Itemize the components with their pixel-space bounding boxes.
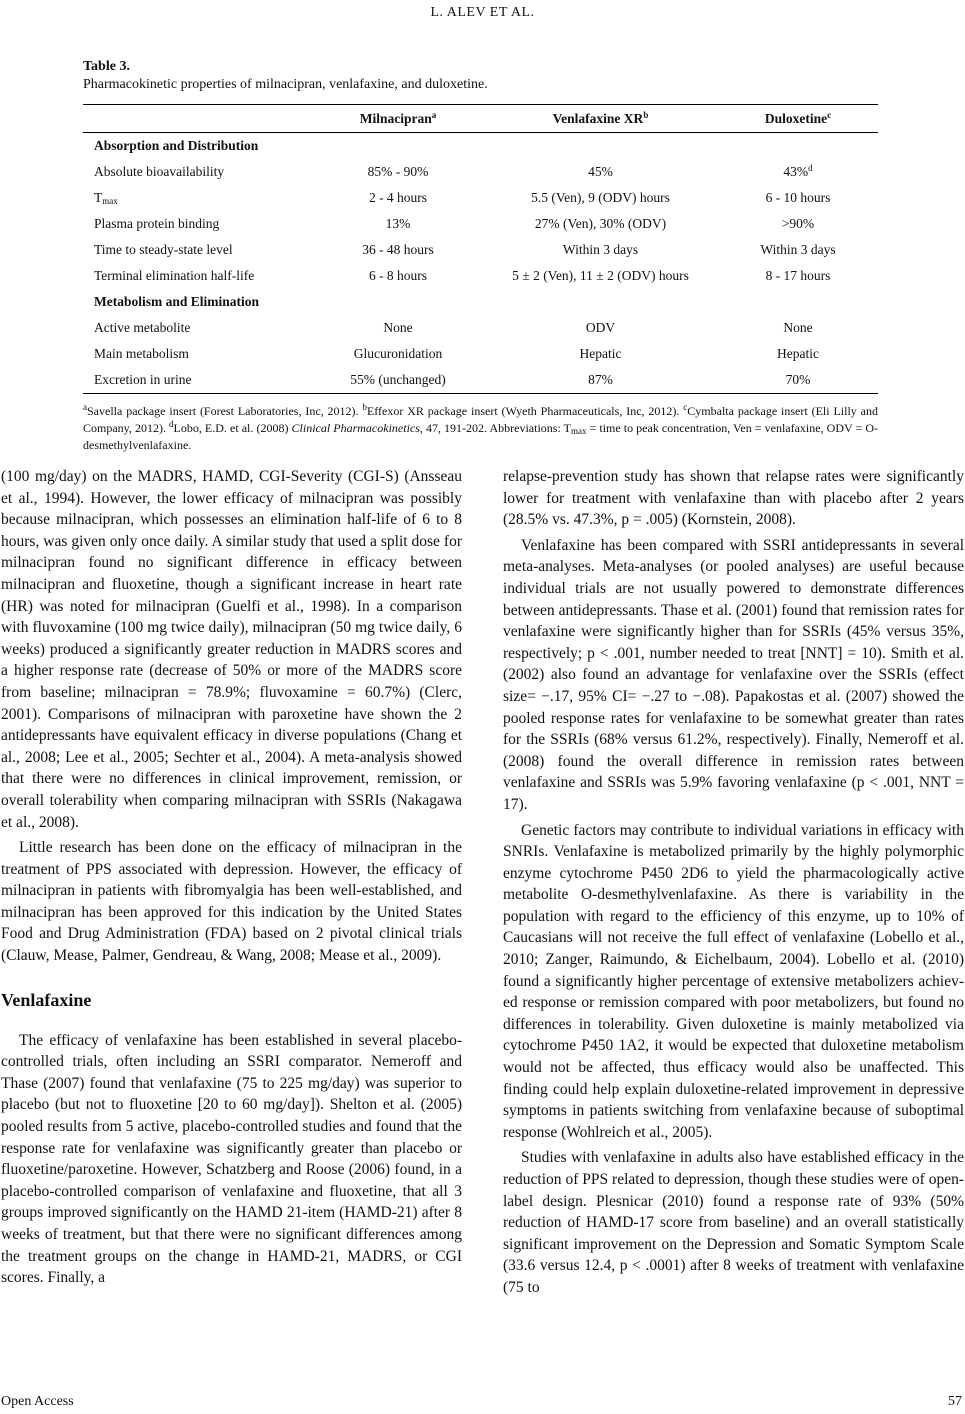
table-caption: [83, 58, 488, 94]
table-number: Table 3.: [83, 59, 130, 74]
row-label: Terminal elimination half-life: [94, 268, 255, 283]
cell-milnacipran: 85% - 90%: [367, 164, 429, 179]
running-head: L. ALEV ET AL.: [430, 5, 535, 20]
row-label: Time to steady-state level: [94, 242, 233, 257]
cell-duloxetine: Hepatic: [777, 346, 819, 361]
cell-milnacipran: 55% (unchanged): [313, 367, 483, 394]
cell-duloxetine: None: [783, 320, 813, 335]
header-duloxetine: Duloxetine$^c$: [718, 105, 878, 133]
cell-duloxetine: 6 - 10 hours: [765, 190, 831, 205]
paragraph: relapse-prevention study has shown that relapse rates were significantly lower for treatment with venlafaxine than with placebo after 2 years (28.5% vs. 47.3%, p = .005) (Kornstein, 2008).: [503, 468, 964, 529]
right-column: [503, 466, 964, 1299]
table-title: Pharmacokinetic properties of milnacipran, venlafaxine, and duloxetine.: [83, 77, 488, 92]
row-label: Absolute bioavailability: [94, 164, 225, 179]
table-footnote: $^a$Savella package insert (Forest Laboratories, Inc, 2012). $^b$Effexor XR package insert (Wyeth Pharmaceuticals, Inc, 2012). $^c$Cymbalta package insert (Eli Lilly and Company, 2012). $^d$Lobo, E.D. et al. (2008) Clinical Pharmacokinetics, 47, 191-202. Abbreviations: $T_{max}$ = time to peak concentration, Ven = venlafaxine, ODV = O-desmethylvenlafaxine.: [83, 402, 879, 452]
table-row: [83, 315, 878, 341]
table-row: [83, 237, 878, 263]
table-row: [83, 263, 878, 289]
row-label: Main metabolism: [94, 346, 189, 361]
header-milnacipran: Milnacipran$^a$: [313, 105, 483, 133]
cell-venlafaxine: Within 3 days: [562, 242, 639, 257]
cell-venlafaxine: ODV: [585, 320, 616, 335]
row-label: Excretion in urine: [83, 367, 313, 394]
cell-duloxetine: >90%: [781, 216, 815, 231]
footer-open-access: Open Access: [1, 1394, 74, 1409]
table-row: [83, 367, 878, 394]
page-number: 57: [948, 1394, 962, 1409]
table-row: [83, 211, 878, 237]
cell-venlafaxine: 5 ± 2 (Ven), 11 ± 2 (ODV) hours: [512, 268, 689, 283]
cell-duloxetine: 8 - 17 hours: [765, 268, 831, 283]
cell-duloxetine: 43%$^d$: [783, 163, 813, 179]
header-venlafaxine: Venlafaxine $XR^b$: [483, 105, 718, 133]
cell-milnacipran: 2 - 4 hours: [368, 190, 428, 205]
cell-duloxetine: Within 3 days: [760, 242, 836, 257]
cell-milnacipran: 6 - 8 hours: [368, 268, 428, 283]
row-label: Plasma protein binding: [94, 216, 220, 231]
cell-milnacipran: Glucuronidation: [353, 346, 443, 361]
cell-venlafaxine: Hepatic: [579, 346, 622, 361]
table-row: [83, 185, 878, 211]
cell-milnacipran: None: [383, 320, 413, 335]
paragraph: Studies with venlafaxine in adults also have established efficacy in the reduction of PPS related to depression, though these studies were of open-label design. Plesnicar (2010) found a response rate of 93% (50% reduction of HAMD-17 score from baseline) and an overall statistically significant improvement on the Depression and Somatic Symptom Scale (33.6 versus 12.4, p < .0001) after 8 weeks of treatment with venlafaxine (75 to: [503, 1149, 964, 1296]
paragraph: (100 mg/day) on the MADRS, HAMD, CGI-Severity (CGI-S) (Ansseau et al., 1994). However, the lower efficacy of milnacipran was possibly because milnacipran, which possesses an elimination half-life of 6 to 8 hours, was given only once daily. A similar study that used a split dose for milnacipran found no significant difference in efficacy between milnacipran and fluoxetine, though a significant increase in heart rate (HR) was noted for milnacipran (Guelfi et al., 1998). In a comparison with fluvoxamine (100 mg twice daily), milnacipran (50 mg twice daily, 6 weeks) produced a significantly greater reduction in MADRS scores and a higher response rate (decrease of 50% or more of the MADRS score from baseline; milnacipran = 78.9%; fluvoxamine = 60.7%) (Clerc, 2001). Comparisons of milnacipran with paroxetine have shown the 2 antidepressants have equivalent efficacy in diverse populations (Chang et al., 2008; Lee et al., 2005; Sechter et al., 2004). A meta-analysis showed that there were no differences in clinical improvement, remission, or overall tolerability when comparing milnacipran with SSRIs (Nakagawa et al., 2008).: [1, 468, 462, 831]
paragraph: Genetic factors may contribute to individual variations in efficacy with SNRIs. Venlafaxine is metabolized primarily by the highly polymorphic enzyme cytochrome P450 2D6 to yield the pharmacologically active metabolite O-desmethylvenlafaxine. As there is variability in the population with regard to the efficiency of this enzyme, up to 10% of Caucasians will not receive the full effect of venlafaxine (Lobello et al., 2010; Zanger, Raimundo, & Eichelbaum, 2004). Lobello et al. (2010) found a significantly higher percentage of extensive metabolizers achieved response or remission compared with poor metabolizers, but found no differences in tolerability. Given duloxetine is mainly metabolized via cytochrome P450 1A2, it would be expected that duloxetine metabolism would not be affected, thus efficacy would also be unaffected. This finding could help explain duloxetine-related improvement in depressive symptoms in patients switching from venlafaxine because of suboptimal response (Wohlreich et al., 2005).: [503, 821, 964, 1141]
table-row: [83, 159, 878, 185]
row-label: $T_{max}$: [94, 190, 118, 206]
paragraph: Venlafaxine has been compared with SSRI antidepressants in several meta-analyses. Meta-analyses (or pooled analyses) are useful because individual trials are not usually powered to demonstrate differences between antidepressants. Thase et al. (2001) found that remission rates for venlafaxine were significantly higher than for SSRIs (45% versus 35%, respectively; p < .001, number needed to treat [NNT] = 10). Smith et al. (2002) also found an advantage for venlafaxine over the SSRIs (effect size= −.17, 95% CI= −.27 to −.08). Papakostas et al. (2007) showed the pooled response rates for venlafaxine to be somewhat greater than rates for the SSRIs (68% versus 61.2%, respectively). Finally, Nemeroff et al. (2008) found the overall difference in remission rates between venlafaxine and SSRIs was 5.9% favoring venlafaxine (p < .001, NNT = 17).: [503, 536, 964, 813]
left-column: [1, 466, 462, 1289]
table-row: [83, 341, 878, 367]
cell-venlafaxine: 87%: [483, 367, 718, 394]
cell-duloxetine: 70%: [718, 367, 878, 394]
paragraph: The efficacy of venlafaxine has been established in several placebo-controlled trials, often including an SSRI comparator. Nemeroff and Thase (2007) found that venlafaxine (75 to 225 mg/day) was superior to placebo (but not to fluoxetine [20 to 60 mg/day]). Shelton et al. (2005) pooled results from 5 active, placebo-controlled studies and found that the response rate for venlafaxine was significantly greater than placebo or fluoxetine/paroxetine. However, Schatzberg and Roose (2006) found, in a placebo-controlled comparison of venlafaxine and fluoxetine, that all 3 groups improved significantly on the HAMD 21-item (HAMD-21) after 8 weeks of treatment, but that there were no significant differences among the treatment groups on the change in HAMD-21, MADRS, or CGI scores. Finally, a: [1, 1031, 462, 1287]
section-heading-venlafaxine: Venlafaxine: [1, 989, 92, 1010]
table-header-row: [83, 105, 878, 133]
row-label: Active metabolite: [94, 320, 191, 335]
paragraph: Little research has been done on the efficacy of milnacipran in the treatment of PPS associated with depression. However, the efficacy of milnacipran in patients with fibromyalgia has been well-established, and milnacipran has been approved for this indication by the United States Food and Drug Administration (FDA) based on 2 pivotal clinical trials (Clauw, Mease, Palmer, Gendreau, & Wang, 2008; Mease et al., 2009).: [1, 839, 462, 965]
cell-venlafaxine: 45%: [588, 164, 613, 179]
section-row-absorption: Absorption and Distribution: [94, 138, 259, 153]
cell-milnacipran: 36 - 48 hours: [362, 242, 434, 257]
cell-venlafaxine: 27% (Ven), 30% (ODV): [534, 216, 667, 231]
header-blank: [83, 105, 313, 133]
pharmacokinetic-table: [83, 104, 878, 394]
cell-venlafaxine: 5.5 (Ven), 9 (ODV) hours: [531, 190, 670, 205]
section-row-metabolism: Metabolism and Elimination: [94, 294, 260, 309]
cell-milnacipran: 13%: [385, 216, 411, 231]
